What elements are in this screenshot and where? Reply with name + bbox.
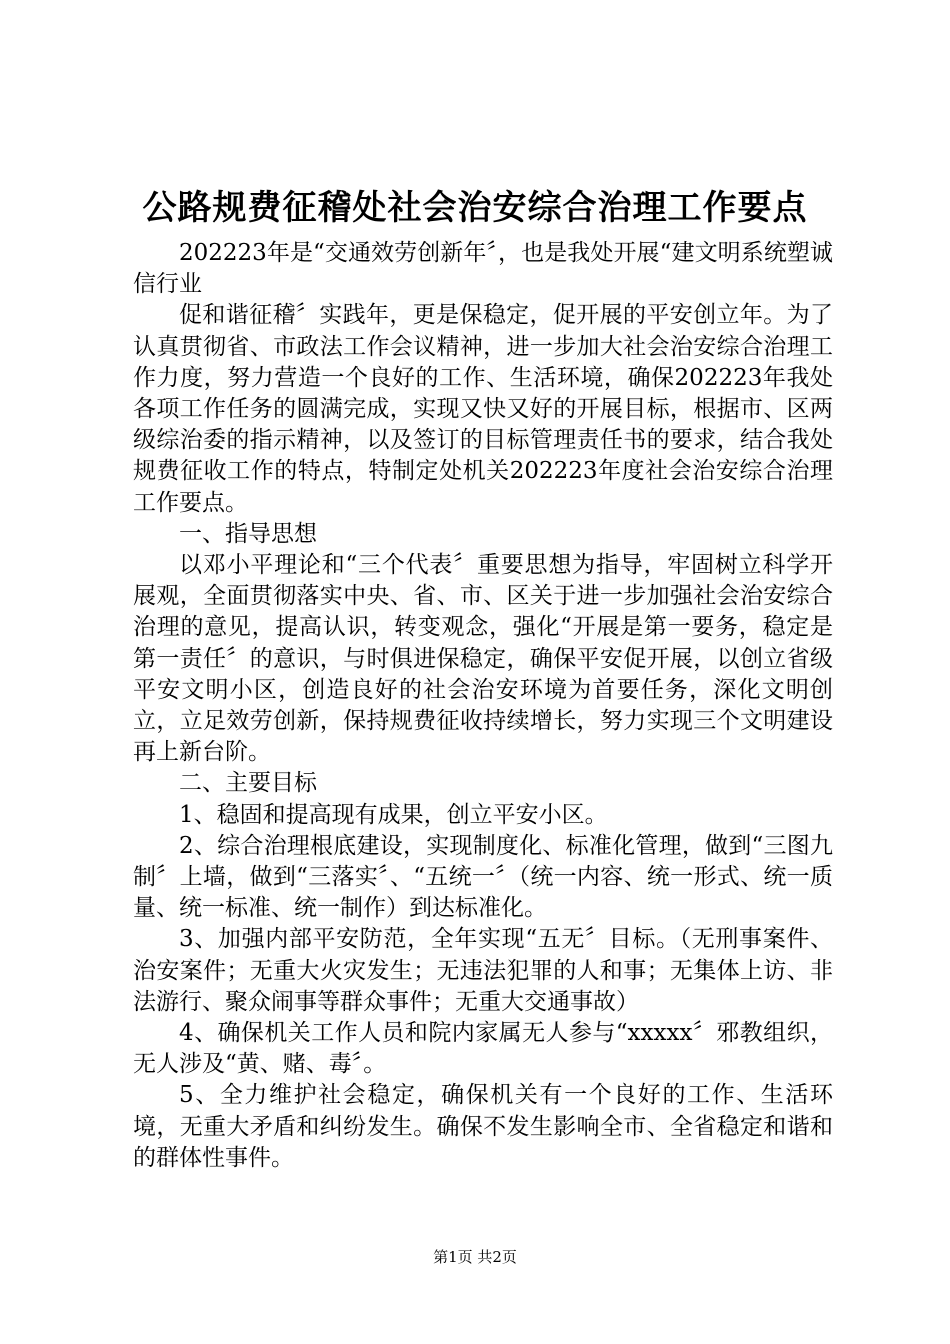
goal-item-1: 1、稳固和提高现有成果，创立平安小区。 bbox=[179, 801, 608, 828]
paragraph-intro-line1: 202223年是“交通效劳创新年〞，也是我处开展“建文明系统塑诚信行业 bbox=[133, 240, 833, 298]
goal-item-5: 5、全力维护社会稳定，确保机关有一个良好的工作、生活环境，无重大矛盾和纠纷发生。确保不发生影响全市、全省稳定和谐和的群体性事件。 bbox=[133, 1082, 833, 1171]
page-number-footer: 第1页 共2页 bbox=[433, 1248, 517, 1266]
document-title: 公路规费征稽处社会治安综合治理工作要点 bbox=[142, 188, 808, 228]
goal-item-3: 3、加强内部平安防范，全年实现“五无〞目标。（无刑事案件、治安案件；无重大火灾发生；无违法犯罪的人和事；无集体上访、非法游行、聚众闹事等群众事件；无重大交通事故） bbox=[133, 926, 833, 1015]
goal-item-2: 2、综合治理根底建设，实现制度化、标准化管理，做到“三图九制〞上墙，做到“三落实〞、“五统一〞（统一内容、统一形式、统一质量、统一标准、统一制作）到达标准化。 bbox=[133, 832, 833, 922]
document-body bbox=[133, 238, 833, 1174]
goal-item-4: 4、确保机关工作人员和院内家属无人参与“xxxxx〞邪教组织，无人涉及“黄、赌、毒〞。 bbox=[133, 1020, 833, 1078]
section-heading-main-goals: 二、主要目标 bbox=[179, 770, 317, 797]
paragraph-guiding-thought: 以邓小平理论和“三个代表〞重要思想为指导，牢固树立科学开展观，全面贯彻落实中央、省、市、区关于进一步加强社会治安综合治理的意见，提高认识，转变观念，强化“开展是第一要务，稳定是第一责任〞的意识，与时俱进保稳定，确保平安促开展，以创立省级平安文明小区，创造良好的社会治安环境为首要任务，深化文明创立，立足效劳创新，保持规费征收持续增长，努力实现三个文明建设再上新台阶。 bbox=[133, 552, 833, 766]
paragraph-intro-line2: 促和谐征稽〞实践年，更是保稳定，促开展的平安创立年。为了认真贯彻省、市政法工作会议精神，进一步加大社会治安综合治理工作力度，努力营造一个良好的工作、生活环境，确保202223年我处各项工作任务的圆满完成，实现又快又好的开展目标，根据市、区两级综治委的指示精神，以及签订的目标管理责任书的要求，结合我处规费征收工作的特点，特制定处机关202223年度社会治安综合治理工作要点。 bbox=[133, 302, 833, 516]
section-heading-guiding-thought: 一、指导思想 bbox=[179, 520, 317, 547]
